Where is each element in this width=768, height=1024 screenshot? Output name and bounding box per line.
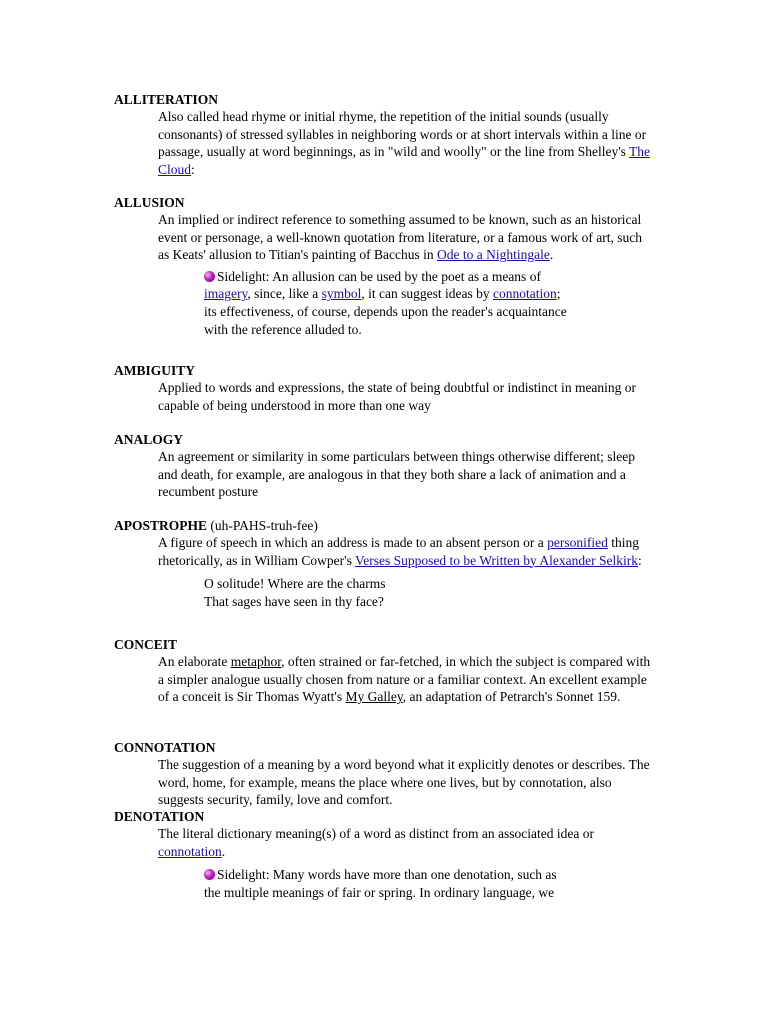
- definition-connotation: The suggestion of a meaning by a word beyond what it explicitly denotes or describes. The word, home, for example, means the place where one lives, but by connotation, also suggests security, family, love and comfort.: [158, 757, 650, 808]
- definition-text: .: [221, 843, 226, 859]
- link-the-cloud[interactable]: The Cloud: [158, 144, 651, 177]
- bullet-icon: [204, 869, 215, 880]
- sidelight-text: with the reference alluded to.: [204, 321, 362, 337]
- entry-alliteration: [114, 91, 654, 178]
- entry-denotation: [114, 808, 654, 901]
- link-my-galley[interactable]: My Galley: [345, 689, 403, 705]
- term-ambiguity: AMBIGUITY: [114, 363, 196, 378]
- definition-ambiguity: Applied to words and expressions, the state of being doubtful or indistinct in meaning or capable of being understood in more than one way: [158, 380, 637, 413]
- definition-text: Also called head rhyme or initial rhyme, the repetition of the initial sounds (usually consonants) of stressed syllables in neighboring words or at short intervals within a line or passage, usually at word beginnings, as in "wild and woolly" or the line from Shelley's: [158, 109, 647, 160]
- definition-text: An elaborate: [158, 654, 231, 669]
- definition-conceit: [158, 653, 654, 706]
- term-connotation: CONNOTATION: [114, 740, 216, 755]
- definition-text: :: [638, 552, 642, 568]
- link-personified[interactable]: personified: [547, 535, 608, 550]
- quote-apostrophe: [204, 575, 654, 610]
- quote-line: O solitude! Where are the charms: [204, 576, 386, 592]
- term-alliteration: ALLITERATION: [114, 92, 219, 107]
- sidelight-text: Sidelight: Many words have more than one denotation, such as: [217, 867, 557, 883]
- definition-text: , often strained or far-fetched, in which the subject is compared with a simpler analogue usually chosen from nature or a familiar context. An excellent example of a conceit is Sir Thomas Wyatt's: [158, 654, 651, 705]
- definition-text: .: [549, 247, 554, 263]
- pronunciation: (uh-PAHS-truh-fee): [207, 518, 318, 533]
- link-verses-selkirk[interactable]: Verses Supposed to be Written by Alexander Selkirk: [354, 552, 639, 568]
- link-imagery[interactable]: imagery: [204, 286, 248, 302]
- link-connotation[interactable]: connotation: [492, 286, 557, 302]
- term-allusion: ALLUSION: [114, 195, 185, 210]
- term-analogy: ANALOGY: [114, 432, 184, 447]
- definition-text: :: [191, 161, 195, 177]
- sidelight-text: ;: [556, 286, 561, 302]
- entry-connotation: [114, 739, 654, 809]
- sidelight-text: its effectiveness, of course, depends upon the reader's acquaintance: [204, 303, 567, 319]
- entry-apostrophe: [114, 517, 654, 610]
- definition-text: An implied or indirect reference to something assumed to be known, such as an historical event or personage, a well-known quotation from literature, or a famous work of art, such as Keats' allusion to Titian's painting of Bacchus in: [158, 212, 642, 263]
- definition-apostrophe: [158, 534, 654, 569]
- link-ode-to-a-nightingale[interactable]: Ode to a Nightingale: [436, 247, 550, 263]
- term-text: APOSTROPHE: [114, 518, 208, 533]
- link-metaphor[interactable]: metaphor: [230, 654, 282, 669]
- definition-alliteration: [158, 108, 654, 178]
- definition-allusion: [158, 211, 654, 264]
- sidelight-text: , since, like a: [247, 286, 322, 302]
- term-conceit: CONCEIT: [114, 637, 178, 652]
- term-denotation: DENOTATION: [114, 809, 205, 824]
- definition-text: , an adaptation of Petrarch's Sonnet 159.: [402, 689, 621, 705]
- definition-text: thing rhetorically, as in William Cowper's: [158, 535, 640, 568]
- entry-ambiguity: [114, 362, 654, 414]
- sidelight-allusion: [204, 268, 654, 338]
- definition-text: A figure of speech in which an address is made to an absent person or a: [158, 535, 548, 550]
- entry-conceit: [114, 636, 654, 706]
- definition-text: The literal dictionary meaning(s) of a word as distinct from an associated idea or: [158, 826, 594, 841]
- definition-analogy: An agreement or similarity in some particulars between things otherwise different; sleep and death, for example, are analogous in that they both share a lack of animation and a recumbent posture: [158, 449, 635, 500]
- sidelight-denotation: [204, 866, 654, 901]
- sidelight-text: Sidelight: An allusion can be used by the poet as a means of: [217, 268, 541, 284]
- link-connotation[interactable]: connotation: [158, 843, 222, 859]
- quote-line: That sages have seen in thy face?: [204, 593, 384, 609]
- entry-analogy: [114, 431, 654, 501]
- definition-denotation: [158, 825, 654, 860]
- entry-allusion: [114, 194, 654, 338]
- sidelight-text: , it can suggest ideas by: [361, 286, 493, 302]
- term-apostrophe: [114, 517, 654, 534]
- sidelight-text: the multiple meanings of fair or spring. In ordinary language, we: [204, 884, 555, 900]
- link-symbol[interactable]: symbol: [321, 286, 362, 302]
- bullet-icon: [204, 271, 215, 282]
